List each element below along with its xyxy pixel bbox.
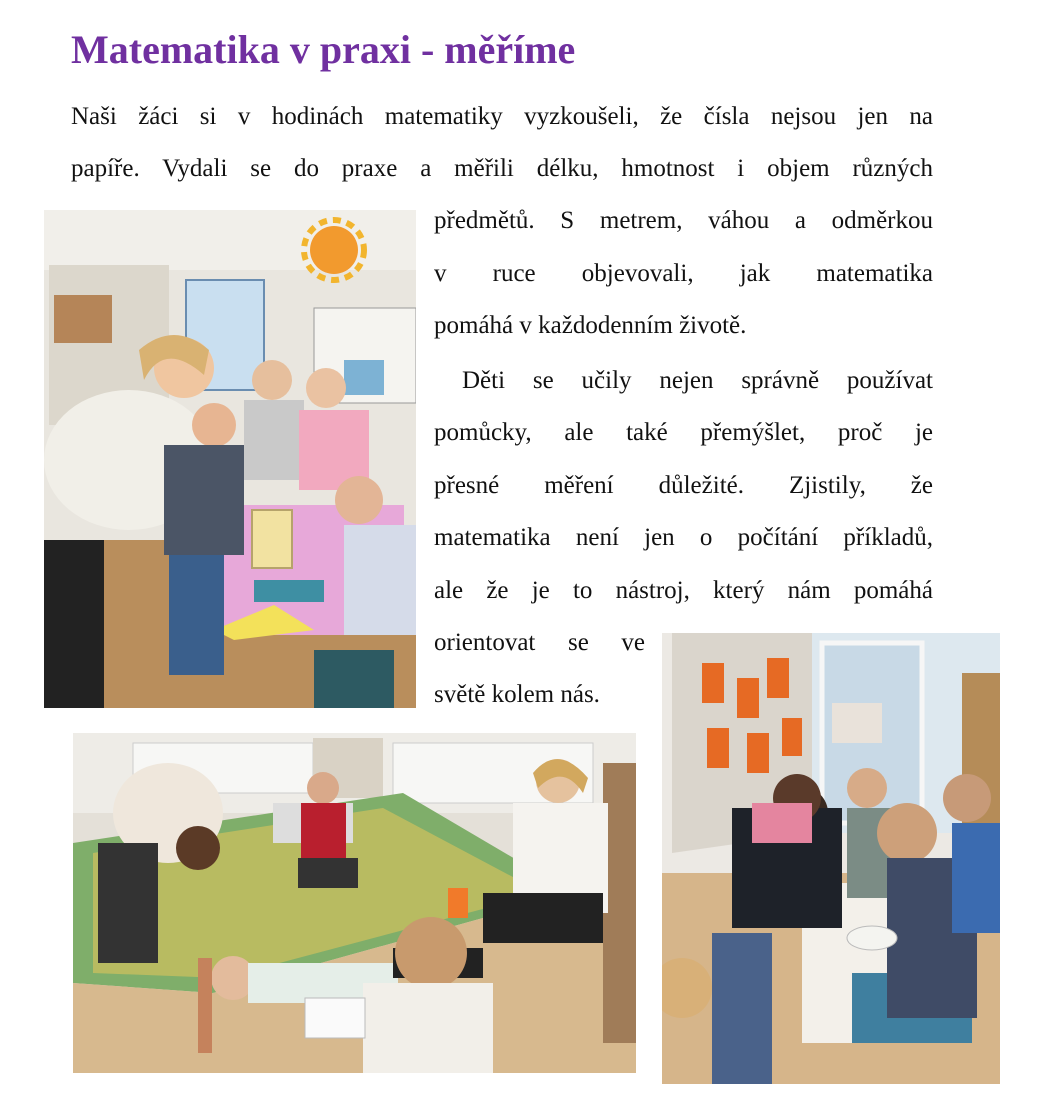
article-text-line: ale že je to nástroj, který nám pomáhá (434, 577, 933, 604)
article-text-line: předmětů. S metrem, váhou a odměrkou (434, 207, 933, 234)
children-measuring-on-floor-photo (73, 733, 636, 1073)
classroom-measuring-liquids-photo (44, 210, 416, 708)
article-text-line: pomůcky, ale také přemýšlet, proč je (434, 419, 933, 446)
article-text-line: pomáhá v každodenním životě. (434, 312, 747, 339)
students-weighing-objects-photo (662, 633, 1000, 1084)
article-text-line: Naši žáci si v hodinách matematiky vyzkoušeli, že čísla nejsou jen na (71, 103, 933, 130)
article-text-line: přesné měření důležité. Zjistily, že (434, 472, 933, 499)
article-text-line: v ruce objevovali, jak matematika (434, 260, 933, 287)
article-text-line: papíře. Vydali se do praxe a měřili délku, hmotnost i objem různých (71, 155, 933, 182)
article-title: Matematika v praxi - měříme (71, 27, 576, 72)
article-text-line: orientovat se ve (434, 629, 645, 656)
article-text-line: matematika není jen o počítání příkladů, (434, 524, 933, 551)
article-text-line: světě kolem nás. (434, 681, 600, 708)
article-text-line: Děti se učily nejen správně používat (462, 367, 933, 394)
